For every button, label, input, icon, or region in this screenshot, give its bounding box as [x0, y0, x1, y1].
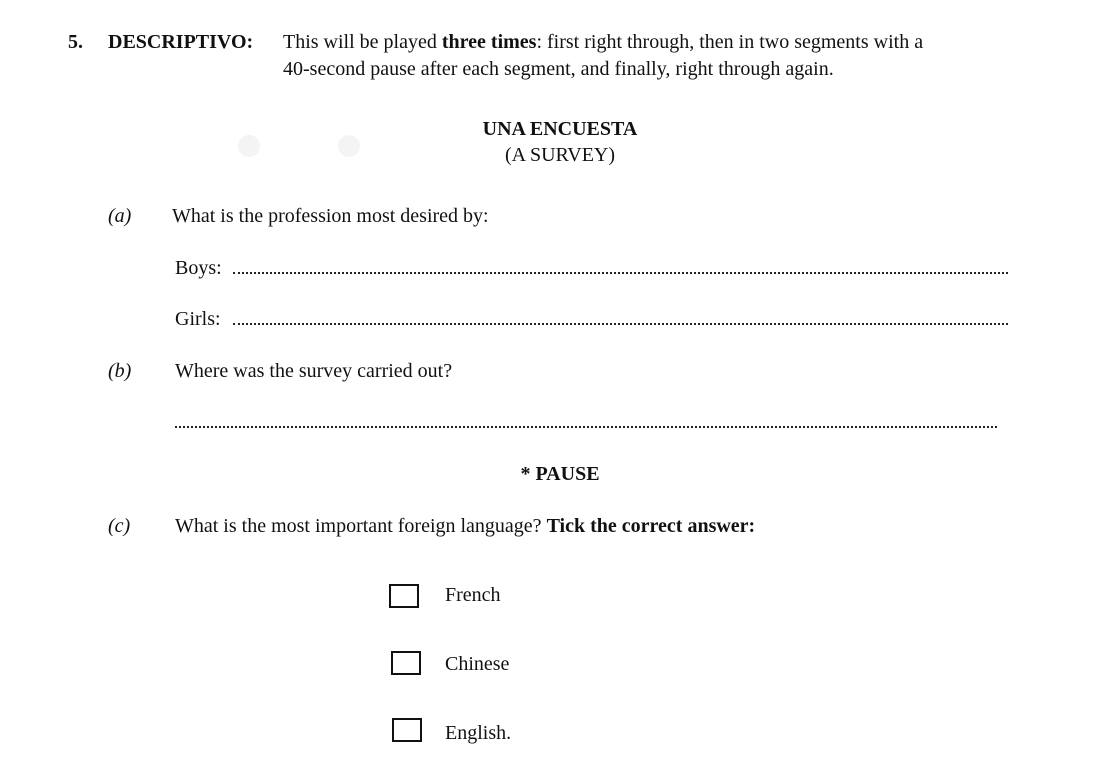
- tick-box-english[interactable]: [392, 718, 422, 742]
- instruction-emphasis: three times: [441, 31, 537, 53]
- section-subtitle: (A SURVEY): [504, 144, 616, 166]
- part-c-instruction: Tick the correct answer:: [546, 515, 756, 537]
- part-a-label: (a): [108, 205, 132, 227]
- scan-artifact: [338, 135, 360, 157]
- instruction-line-2: 40-second pause after each segment, and finally, right through again.: [283, 58, 834, 80]
- location-answer-line[interactable]: [175, 426, 997, 428]
- instruction-pre: This will be played: [283, 31, 442, 53]
- question-heading: DESCRIPTIVO:: [108, 31, 254, 53]
- question-number: 5.: [68, 31, 83, 53]
- pause-marker: * PAUSE: [520, 463, 600, 485]
- part-a-question: What is the profession most desired by:: [172, 205, 489, 227]
- boys-answer-line[interactable]: [233, 272, 1008, 274]
- girls-answer-line[interactable]: [233, 323, 1008, 325]
- girls-label: Girls:: [175, 308, 221, 330]
- boys-label: Boys:: [175, 257, 222, 279]
- tick-box-french[interactable]: [389, 584, 419, 608]
- option-english: English.: [445, 722, 512, 744]
- instruction-post: : first right through, then in two segments with a: [536, 31, 924, 53]
- part-b-label: (b): [108, 360, 132, 382]
- option-french: French: [445, 584, 501, 606]
- part-c-question: What is the most important foreign language?: [175, 515, 542, 537]
- section-title: UNA ENCUESTA: [482, 118, 638, 140]
- part-c-label: (c): [108, 515, 131, 537]
- tick-box-chinese[interactable]: [391, 651, 421, 675]
- instruction-line-1: [283, 32, 923, 52]
- part-c-question-line: [175, 516, 755, 536]
- scan-artifact: [238, 135, 260, 157]
- part-b-question: Where was the survey carried out?: [175, 360, 453, 382]
- option-chinese: Chinese: [445, 653, 510, 675]
